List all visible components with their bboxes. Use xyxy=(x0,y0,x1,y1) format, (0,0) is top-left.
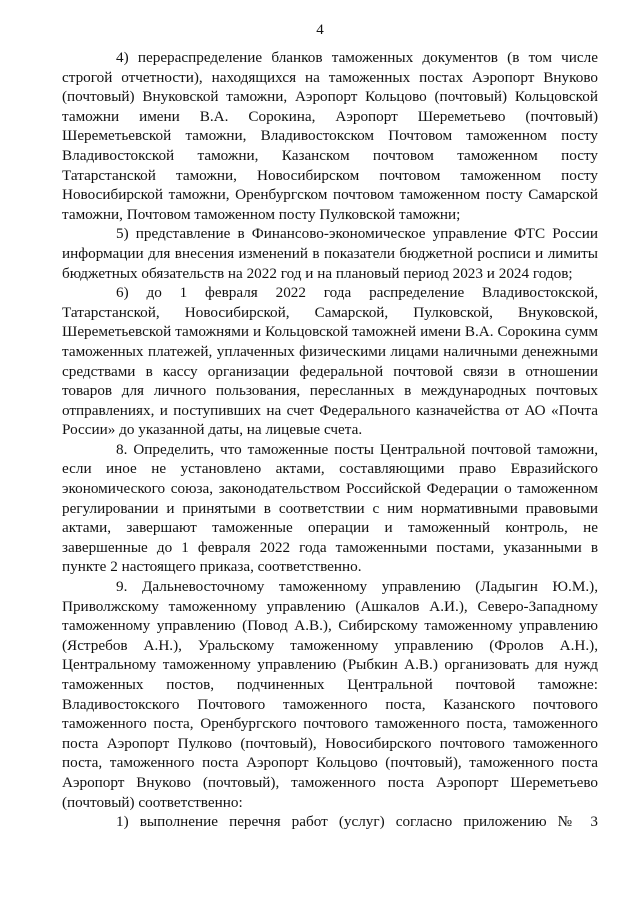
paragraph-item-5: 5) представление в Финансово-экономическое управление ФТС России информации для внесения изменений в показатели бюджетной росписи и лимиты бюджетных обязательств на 2022 год и на плановый период 2023 и 2024 годов; xyxy=(62,225,598,282)
document-body xyxy=(62,48,598,832)
paragraph-section-8: 8. Определить, что таможенные посты Центральной почтовой таможни, если иное не установлено актами, составляющими право Евразийского экономического союза, законодательством Российской Федерации о таможенном регулировании и принятыми в соответствии с ним нормативными правовыми актами, завершают таможенные операции и таможенный контроль, не завершенные до 1 февраля 2022 года таможенными постами, указанными в пункте 2 настоящего приказа, соответственно. xyxy=(62,440,598,576)
page-number: 4 xyxy=(316,22,324,38)
paragraph-section-9: 9. Дальневосточному таможенному управлению (Ладыгин Ю.М.), Приволжскому таможенному управлению (Ашкалов А.И.), Северо-Западному таможенному управлению (Повод А.В.), Сибирскому таможенному управлению (Ястребов А.Н.), Уральскому таможенному управлению (Фролов А.Н.), Центральному таможенному управлению (Рыбкин А.В.) организовать для нужд таможенных постов, подчиненных Центральной почтовой таможне: Владивостокского Почтового таможенного поста, Казанского почтового таможенного поста, Оренбургского почтового таможенного поста, таможенного поста Аэропорт Пулково (почтовый), Новосибирского почтового таможенного поста, таможенного поста Аэропорт Кольцово (почтовый), таможенного поста Аэропорт Внуково (почтовый), таможенного поста Аэропорт Шереметьево (почтовый) соответственно: xyxy=(62,578,598,811)
paragraph-item-4: 4) перераспределение бланков таможенных документов (в том числе строгой отчетности), находящихся на таможенных постах Аэропорт Внуково (почтовый) Внуковской таможни, Аэропорт Кольцово (почтовый) Кольцовской таможни имени В.А. Сорокина, Аэропорт Шереметьево (почтовый) Шереметьевской таможни, Владивостокском Почтовом таможенном посту Владивостокской таможни, Казанском почтовом таможенном посту Татарстанской таможни, Новосибирском почтовом таможенном посту Новосибирской таможни, Оренбургском почтовом таможенном посту Самарской таможни, Почтовом таможенном посту Пулковской таможни; xyxy=(62,49,598,223)
paragraph-subitem-1: 1) выполнение перечня работ (услуг) согласно приложению № 3 xyxy=(116,813,598,831)
paragraph-item-6: 6) до 1 февраля 2022 года распределение Владивостокской, Татарстанской, Новосибирской, Самарской, Пулковской, Внуковской, Шереметьевской таможнями и Кольцовской таможней имени В.А. Сорокина сумм таможенных платежей, уплаченных физическими лицами наличными денежными средствами в кассу организации федеральной почтовой связи в отношении товаров для личного пользования, пересланных в международных почтовых отправлениях, и поступивших на счет Федерального казначейства от АО «Почта России» до указанной даты, на лицевые счета. xyxy=(62,284,598,439)
